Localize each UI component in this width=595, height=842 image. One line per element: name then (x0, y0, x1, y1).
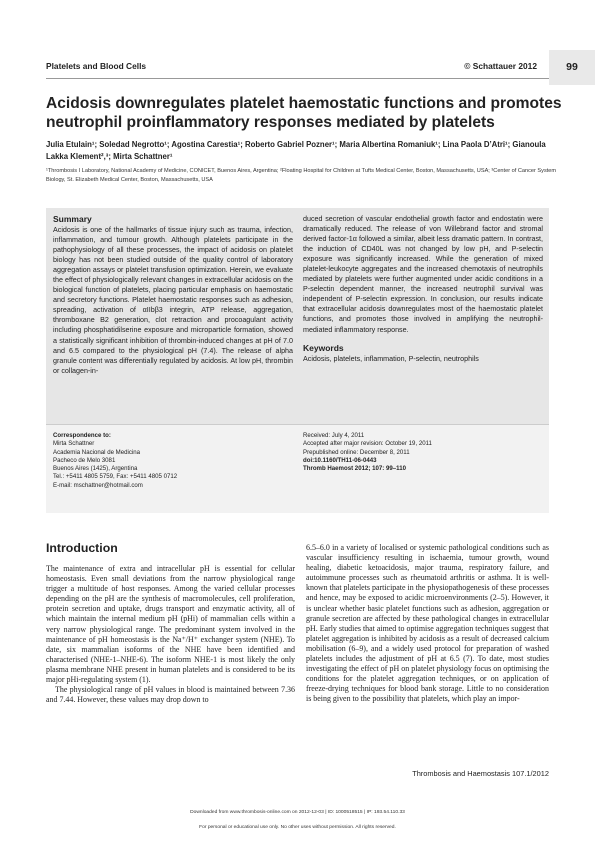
keywords-text: Acidosis, platelets, inflammation, P-selectin, neutrophils (303, 354, 479, 363)
correspondence-line: Mirta Schattner (53, 440, 95, 448)
doi-link[interactable]: doi:10.1160/TH11-06-0443 (303, 456, 377, 464)
introduction-heading: Introduction (46, 541, 118, 555)
body-column-left (46, 564, 295, 705)
citation: Thromb Haemost 2012; 107: 99–110 (303, 465, 406, 473)
author-list: Julia Etulain¹; Soledad Negrotto¹; Agostina Carestia¹; Roberto Gabriel Pozner¹; Maria Albertina Romaniuk¹; Lina Paola D’Atri¹; Gianoula Lakka Klement²,³; Mirta Schattner¹ (46, 140, 546, 161)
summary-text-right: duced secretion of vascular endothelial growth factor and endostatin were dramatically reduced. The release of von Willebrand factor and stromal derived factor-1α followed a similar, albeit less dramatic pattern. In contrast, the induction of CD40L was not changed by low pH, and P-selectin exposure was significantly increased. While the generation of mixed platelet-leukocyte aggregates and the increased chemotaxis of neutrophils mediated by platelets were further augmented under acidic conditions in a P-selectin dependent manner, the increased neutrophil survival was independent of P-selectin expression. In conclusion, our results indicate that extracellular acidosis downregulates most of the haemostatic platelet functions, and promotes those involved in amplifying the neutrophil-mediated inflammatory response. (303, 215, 543, 334)
header-divider (46, 78, 549, 79)
correspondence-line: Tel.: +5411 4805 5759, Fax: +5411 4805 0712 (53, 473, 178, 481)
publication-dates (303, 432, 543, 473)
correspondence-block (53, 432, 293, 490)
journal-section-label: Platelets and Blood Cells (46, 61, 147, 71)
correspondence-line: Buenos Aires (1425), Argentina (53, 465, 138, 473)
body-paragraph: 6.5–6.0 in a variety of localised or systemic pathological conditions such as vascular insufficiency resulting in ischaemia, tumour growth, wound healing, diabetic ketoacidosis, major trauma, respiratory failure, and autoimmune processes such as rheumatoid arthritis or asthma. It is well-known that platelets participate in the physiopathogenesis of these processes and hence, may be exposed to acidic microenvironments (2–5). However, it is unclear whether basic platelet functions such as adhesion, aggregation or granule secretion are affected by these pathological changes in extracellular pH. Early studies that aimed to optimise aggregation techniques suggest that platelet aggregation is inhibited by acidosis as a result of decreased calcium mobilisation (6–9), and a widely used protocol for preparation of washed platelets includes the adjustment of pH at 6.5 (7). To date, most studies investigating the effect of pH on platelet physiology focus on optimising the conditions for the platelet aggregation techniques, or on application of freeze-drying techniques for blood bank storage. Little to no consideration is being given to the possibility that platelets, which play an impor- (306, 543, 549, 704)
usage-notice: For personal or educational use only. No other uses without permission. All rights reserved. (199, 825, 396, 830)
accepted-date: Accepted after major revision: October 19, 2011 (303, 440, 432, 448)
summary-text-left: Acidosis is one of the hallmarks of tissue injury such as trauma, infection, inflammation, and tumour growth. Although platelets participate in the pathophysiology of all these processes, the impact of acidosis on platelet biology has not been studied outside of the quality control of laboratory aggregation assays or platelet transfusion optimization. Herein, we evaluate the effect of physiologically relevant changes in extracellular acidosis on the biological function of platelets, placing particular emphasis on haemostatic and secretory functions. Platelet haemostatic responses such as adhesion, spreading, activation of αIIbβ3 integrin, ATP release, aggregation, thromboxane B2 generation, clot retraction and procoagulant activity including phosphatidilserine exposure and microparticle formation, showed a statistically significant inhibition of thrombin-induced changes at pH of 7.0 and 6.5 compared to the physiological pH (7.4). The release of alpha granule content was differentially regulated by acidosis. At low pH, thrombin or collagen-in- (53, 226, 293, 375)
summary-heading: Summary (53, 214, 92, 224)
page-number: 99 (549, 50, 595, 85)
article-title: Acidosis downregulates platelet haemostatic functions and promotes neutrophil proinflammatory responses mediated by platelets (46, 95, 562, 131)
correspondence-line: Pacheco de Melo 3081 (53, 456, 116, 464)
correspondence-line: Academia Nacional de Medicina (53, 448, 141, 456)
body-paragraph: The maintenance of extra and intracellular pH is essential for cellular homeostasis. Even small deviations from the narrow physiological range trigger a multitude of host responses. Among the varied cellular processes depending on the pH are the synthesis of macromolecules, cell proliferation, protein secretion and uptake, drugs transport and enzymatic activity, all of which maintain the internal medium pH (pHi) of mammalian cells within a very narrow physiological range. The predominant system involved in the maintenance of pH homeostasis is the Na⁺/H⁺ exchanger system (NHE). To date, six mammalian isoforms of the NHE have been identified and characterised (NHE-1–NHE-6). The isoform NHE-1 is most likely the only plasma membrane NHE present in human platelets and is considered to be its major pHi-regulating system (1). (46, 564, 295, 685)
correspondence-heading: Correspondence to: (53, 432, 111, 439)
copyright-label: © Schattauer 2012 (464, 61, 537, 71)
keywords-heading: Keywords (303, 342, 344, 353)
download-notice: Downloaded from www.thrombosis-online.com on 2012-12-03 | ID: 1000518515 | IP: 193.54.110.33 (190, 810, 405, 815)
footer-journal: Thrombosis and Haemostasis 107.1/2012 (412, 769, 549, 778)
body-column-right (306, 543, 549, 705)
summary-column-right (303, 214, 543, 364)
summary-column-left (53, 214, 293, 376)
affiliations: ¹Thrombosis I Laboratory, National Academy of Medicine, CONICET, Buenos Aires, Argentina; ²Floating Hospital for Children at Tufts Medical Center, Boston, Massachusetts, USA; ³Center of Cancer System Biology, St. Elizabeth Medical Center, Boston, Massachusetts, USA (46, 168, 557, 183)
body-paragraph: The physiological range of pH values in blood is maintained between 7.36 and 7.44. However, these values may drop down to (46, 685, 295, 705)
correspondence-email[interactable]: E-mail: mschattner@hotmail.com (53, 481, 143, 489)
prepublished-date: Prepublished online: December 8, 2011 (303, 448, 410, 456)
received-date: Received: July 4, 2011 (303, 432, 365, 439)
